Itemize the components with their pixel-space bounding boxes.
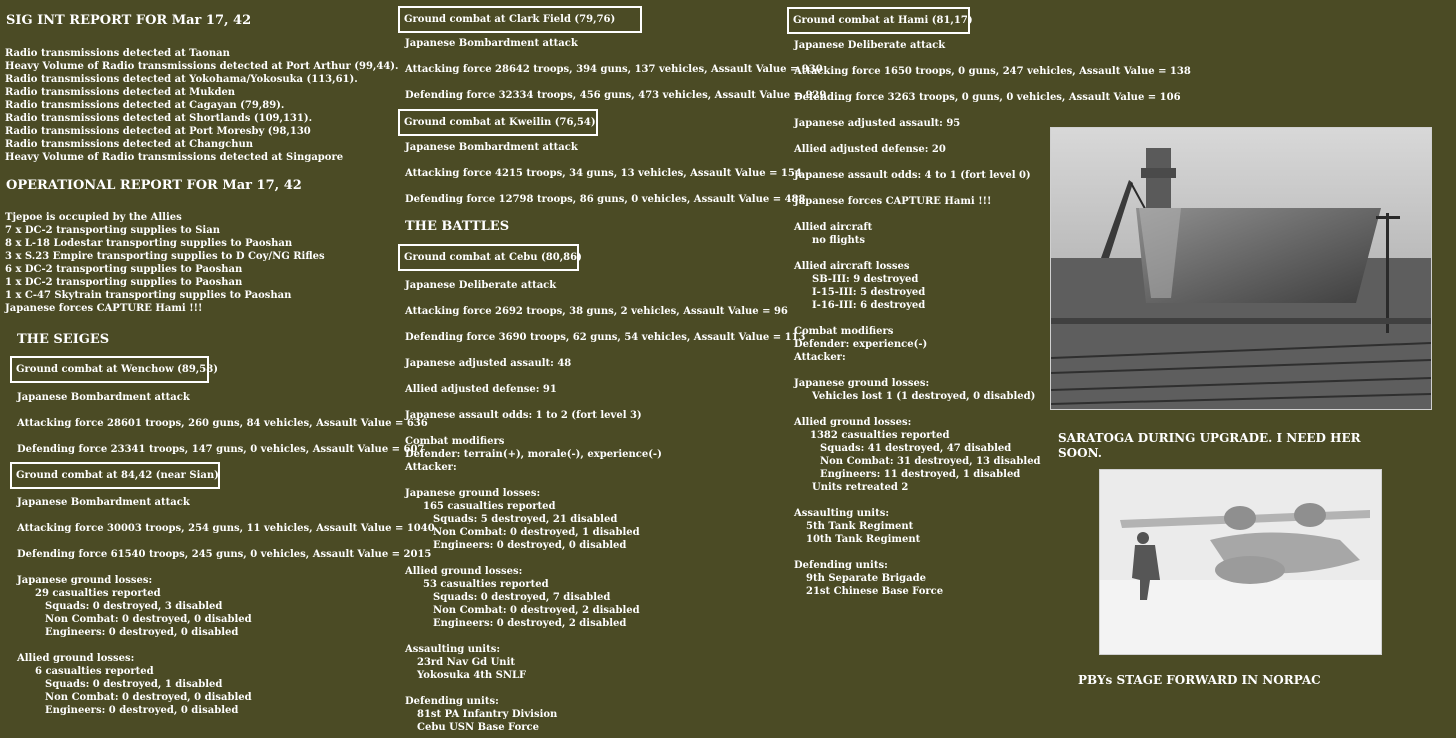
- losses-line: Non Combat: 0 destroyed, 2 disabled: [433, 605, 640, 616]
- casualties-line: 6 casualties reported: [35, 666, 154, 677]
- casualties-line: 29 casualties reported: [35, 588, 161, 599]
- losses-line: Squads: 0 destroyed, 7 disabled: [433, 592, 611, 603]
- modifier-line: Attacker:: [794, 352, 846, 363]
- combat-line: Attacking force 28642 troops, 394 guns, 137 vehicles, Assault Value = 930: [405, 64, 823, 75]
- allied-losses-block: [405, 565, 640, 630]
- seiges-title: THE SEIGES: [17, 332, 110, 347]
- combat-line: Defending force 23341 troops, 147 guns, 0 vehicles, Assault Value = 607: [17, 444, 425, 455]
- sigint-line: Heavy Volume of Radio transmissions detected at Port Arthur (99,44).: [5, 61, 399, 72]
- combat-line: Japanese adjusted assault: 48: [405, 358, 572, 369]
- units-title: Defending units:: [405, 696, 499, 707]
- combat-line: Japanese Deliberate attack: [794, 40, 946, 51]
- losses-title: Allied ground losses:: [794, 417, 912, 428]
- air-loss-line: I-16-III: 6 destroyed: [812, 300, 926, 311]
- seaplane-in-snow-image: [1100, 470, 1381, 654]
- losses-line: Engineers: 11 destroyed, 1 disabled: [820, 469, 1021, 480]
- jp-losses-block: [17, 574, 252, 639]
- losses-line: Non Combat: 0 destroyed, 1 disabled: [433, 527, 640, 538]
- operational-line: 1 x DC-2 transporting supplies to Paoshan: [5, 277, 243, 288]
- sigint-line: Radio transmissions detected at Mukden: [5, 87, 236, 98]
- combat-line: Japanese Bombardment attack: [405, 38, 578, 49]
- operational-line: 8 x L-18 Lodestar transporting supplies to Paoshan: [5, 238, 293, 249]
- combat-line: Defending force 3690 troops, 62 guns, 54 vehicles, Assault Value = 113: [405, 332, 806, 343]
- operational-line: Japanese forces CAPTURE Hami !!!: [5, 303, 203, 314]
- combat-modifiers: [405, 435, 662, 474]
- unit-line: 9th Separate Brigade: [806, 573, 926, 584]
- losses-line: Squads: 5 destroyed, 21 disabled: [433, 514, 618, 525]
- operational-line: 6 x DC-2 transporting supplies to Paoshan: [5, 264, 243, 275]
- losses-line: Squads: 0 destroyed, 3 disabled: [45, 601, 223, 612]
- defending-units: [405, 695, 557, 734]
- operational-list: [5, 211, 325, 315]
- unit-line: 23rd Nav Gd Unit: [417, 657, 515, 668]
- losses-line: Squads: 0 destroyed, 1 disabled: [45, 679, 223, 690]
- combat-line: Attacking force 28601 troops, 260 guns, 84 vehicles, Assault Value = 636: [17, 418, 428, 429]
- modifier-line: Attacker:: [405, 462, 457, 473]
- units-title: Defending units:: [794, 560, 888, 571]
- air-loss-line: I-15-III: 5 destroyed: [812, 287, 926, 298]
- losses-line: Non Combat: 0 destroyed, 0 disabled: [45, 614, 252, 625]
- pby-caption: PBYs STAGE FORWARD IN NORPAC: [1078, 673, 1321, 687]
- defending-units: [794, 559, 943, 598]
- units-title: Assaulting units:: [794, 508, 890, 519]
- combat-line: Japanese forces CAPTURE Hami !!!: [794, 196, 992, 207]
- losses-line: Engineers: 0 destroyed, 2 disabled: [433, 618, 627, 629]
- combat-line: Allied adjusted defense: 91: [405, 384, 557, 395]
- air-losses-title: Allied aircraft losses: [794, 261, 910, 272]
- sigint-line: Radio transmissions detected at Taonan: [5, 48, 230, 59]
- casualties-line: 53 casualties reported: [423, 579, 549, 590]
- aircraft-title: Allied aircraft: [794, 222, 873, 233]
- allied-losses-block: [794, 416, 1041, 494]
- operational-line: 7 x DC-2 transporting supplies to Sian: [5, 225, 220, 236]
- allied-aircraft-losses: [794, 260, 925, 312]
- combat-box-hami: Ground combat at Hami (81,17): [787, 7, 970, 34]
- modifier-line: Defender: experience(-): [794, 339, 928, 350]
- losses-title: Japanese ground losses:: [405, 488, 541, 499]
- pby-photo: [1099, 469, 1382, 655]
- combat-box-cebu: Ground combat at Cebu (80,86): [398, 244, 579, 271]
- combat-line: Attacking force 1650 troops, 0 guns, 247 vehicles, Assault Value = 138: [794, 66, 1191, 77]
- unit-line: 10th Tank Regiment: [806, 534, 921, 545]
- jp-losses-block: [405, 487, 640, 552]
- losses-title: Allied ground losses:: [17, 653, 135, 664]
- jp-losses-block: [794, 377, 1035, 403]
- sigint-line: Radio transmissions detected at Changchun: [5, 139, 254, 150]
- losses-line: Engineers: 0 destroyed, 0 disabled: [45, 627, 239, 638]
- combat-line: Japanese Bombardment attack: [405, 142, 578, 153]
- modifier-line: Combat modifiers: [794, 326, 894, 337]
- combat-line: Attacking force 4215 troops, 34 guns, 13 vehicles, Assault Value = 154: [405, 168, 802, 179]
- assaulting-units: [405, 643, 526, 682]
- aircraft-carrier-drydock-image: [1051, 128, 1431, 409]
- air-loss-line: SB-III: 9 destroyed: [812, 274, 919, 285]
- combat-box-wenchow: Ground combat at Wenchow (89,58): [10, 356, 209, 383]
- combat-line: Japanese assault odds: 4 to 1 (fort level 0): [794, 170, 1031, 181]
- sigint-list: [5, 47, 399, 164]
- unit-line: 21st Chinese Base Force: [806, 586, 944, 597]
- losses-line: Non Combat: 0 destroyed, 0 disabled: [45, 692, 252, 703]
- casualties-line: 165 casualties reported: [423, 501, 556, 512]
- aircraft-value: no flights: [812, 235, 866, 246]
- combat-line: Defending force 32334 troops, 456 guns, 473 vehicles, Assault Value = 929: [405, 90, 827, 101]
- combat-box-kweilin: Ground combat at Kweilin (76,54): [398, 109, 598, 136]
- modifier-line: Combat modifiers: [405, 436, 505, 447]
- combat-line: Attacking force 30003 troops, 254 guns, 11 vehicles, Assault Value = 1040: [17, 523, 435, 534]
- operational-line: 1 x C-47 Skytrain transporting supplies to Paoshan: [5, 290, 292, 301]
- sigint-line: Heavy Volume of Radio transmissions detected at Singapore: [5, 152, 344, 163]
- losses-line: Engineers: 0 destroyed, 0 disabled: [433, 540, 627, 551]
- units-title: Assaulting units:: [405, 644, 501, 655]
- combat-line: Japanese Bombardment attack: [17, 392, 190, 403]
- losses-line: Vehicles lost 1 (1 destroyed, 0 disabled): [812, 391, 1036, 402]
- operational-title: OPERATIONAL REPORT FOR Mar 17, 42: [6, 178, 302, 193]
- operational-line: 3 x S.23 Empire transporting supplies to D Coy/NG Rifles: [5, 251, 325, 262]
- combat-box-clark-field: Ground combat at Clark Field (79,76): [398, 6, 642, 33]
- retreated-line: Units retreated 2: [812, 482, 909, 493]
- saratoga-photo: [1050, 127, 1432, 410]
- sigint-line: Radio transmissions detected at Port Moresby (98,130: [5, 126, 311, 137]
- unit-line: 81st PA Infantry Division: [417, 709, 558, 720]
- combat-line: Allied adjusted defense: 20: [794, 144, 946, 155]
- operational-line: Tjepoe is occupied by the Allies: [5, 212, 182, 223]
- combat-line: Japanese Deliberate attack: [405, 280, 557, 291]
- allied-losses-block: [17, 652, 252, 717]
- losses-line: Non Combat: 31 destroyed, 13 disabled: [820, 456, 1041, 467]
- sigint-line: Radio transmissions detected at Cagayan (79,89).: [5, 100, 285, 111]
- saratoga-caption: SARATOGA DURING UPGRADE. I NEED HER SOON.: [1058, 431, 1361, 460]
- losses-title: Allied ground losses:: [405, 566, 523, 577]
- modifier-line: Defender: terrain(+), morale(-), experience(-): [405, 449, 662, 460]
- combat-box-sian: Ground combat at 84,42 (near Sian): [10, 462, 220, 489]
- assaulting-units: [794, 507, 920, 546]
- sigint-title: SIG INT REPORT FOR Mar 17, 42: [6, 13, 252, 28]
- combat-line: Defending force 12798 troops, 86 guns, 0 vehicles, Assault Value = 488: [405, 194, 806, 205]
- combat-line: Japanese Bombardment attack: [17, 497, 190, 508]
- combat-line: Japanese assault odds: 1 to 2 (fort level 3): [405, 410, 642, 421]
- losses-line: Engineers: 0 destroyed, 0 disabled: [45, 705, 239, 716]
- combat-line: Defending force 3263 troops, 0 guns, 0 vehicles, Assault Value = 106: [794, 92, 1181, 103]
- sigint-line: Radio transmissions detected at Yokohama/Yokosuka (113,61).: [5, 74, 358, 85]
- unit-line: Cebu USN Base Force: [417, 722, 539, 733]
- sigint-line: Radio transmissions detected at Shortlands (109,131).: [5, 113, 313, 124]
- losses-title: Japanese ground losses:: [794, 378, 930, 389]
- casualties-line: 1382 casualties reported: [810, 430, 950, 441]
- allied-aircraft: [794, 221, 872, 247]
- unit-line: Yokosuka 4th SNLF: [417, 670, 527, 681]
- combat-modifiers: [794, 325, 927, 364]
- battles-title: THE BATTLES: [405, 219, 510, 234]
- losses-title: Japanese ground losses:: [17, 575, 153, 586]
- combat-line: Defending force 61540 troops, 245 guns, 0 vehicles, Assault Value = 2015: [17, 549, 432, 560]
- combat-line: Japanese adjusted assault: 95: [794, 118, 961, 129]
- combat-line: Attacking force 2692 troops, 38 guns, 2 vehicles, Assault Value = 96: [405, 306, 788, 317]
- losses-line: Squads: 41 destroyed, 47 disabled: [820, 443, 1012, 454]
- unit-line: 5th Tank Regiment: [806, 521, 914, 532]
